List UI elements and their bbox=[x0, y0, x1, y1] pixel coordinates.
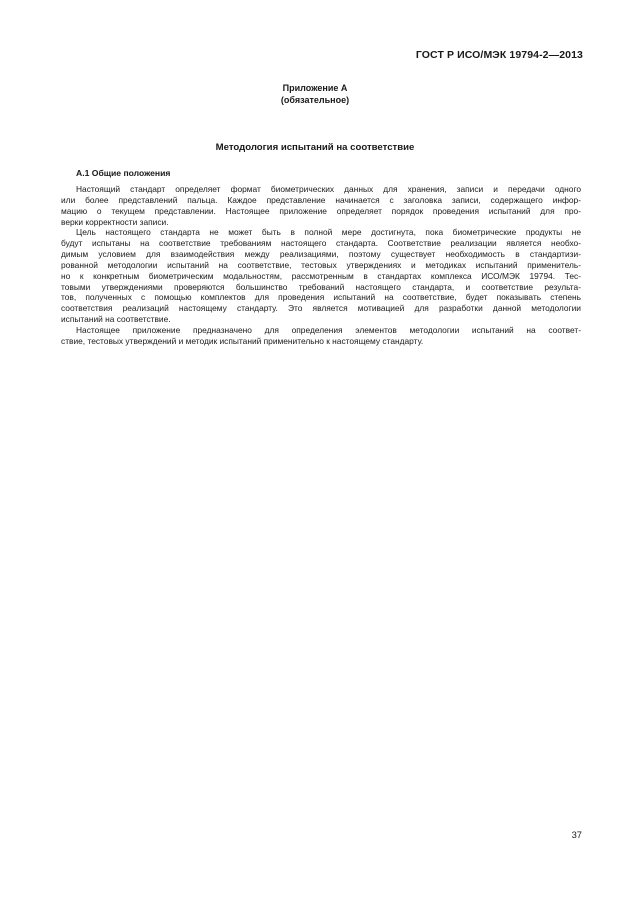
annex-label: Приложение А bbox=[282, 83, 348, 93]
text-line: мацию о текущем представлении. Настоящее приложение определяет порядок проведения испытаний для про- bbox=[61, 205, 581, 216]
text-line: ствие, тестовых утверждений и методик испытаний применительно к настоящему стандарту. bbox=[61, 335, 424, 346]
text-line: или более представлений пальца. Каждое представление начинается с заголовка записи, содержащего инфор- bbox=[61, 194, 581, 205]
text-line: Настоящий стандарт определяет формат биометрических данных для хранения, записи и передачи одного bbox=[76, 184, 581, 194]
paragraph-1 bbox=[61, 184, 581, 227]
text-line: но к конкретным биометрическим модальностям, рассмотренным в стандартах комплекса ИСО/МЭК 19794. Тес- bbox=[61, 270, 581, 281]
text-line: соответствия реализаций настоящему стандарту. Это является мотивацией для разработки данной методологии bbox=[61, 303, 581, 314]
paragraph-3 bbox=[61, 325, 581, 347]
text-line: товыми утверждениями проверяются большинство требований настоящего стандарта, и соответствие результа- bbox=[61, 281, 581, 292]
document-header: ГОСТ Р ИСО/МЭК 19794-2—2013 bbox=[415, 49, 583, 61]
text-line: Цель настоящего стандарта не может быть в полной мере достигнута, пока биометрические продукты не bbox=[76, 227, 581, 238]
text-line: верки корректности записи. bbox=[61, 216, 169, 227]
body-text bbox=[61, 184, 581, 347]
text-line: испытаний на соответствие. bbox=[61, 314, 171, 325]
section-heading: А.1 Общие положения bbox=[76, 168, 171, 178]
annex-status: (обязательное) bbox=[280, 95, 350, 105]
paragraph-2 bbox=[61, 227, 581, 325]
text-line: тов, полученных с помощью комплектов для проведения испытаний на соответствие, будет показывать степень bbox=[61, 292, 581, 303]
text-line: димым условием для взаимодействия между реализациями, поэтому существует необходимость в стандартизи- bbox=[61, 249, 581, 260]
text-line: рованной методологии испытаний на соответствие, тестовых утверждениях и методиках испытаний применитель- bbox=[61, 259, 581, 270]
annex-title: Методология испытаний на соответствие bbox=[215, 142, 415, 153]
text-line: будут испытаны на соответствие требованиям настоящего стандарта. Соответствие реализации является необхо- bbox=[61, 238, 581, 249]
page-number: 37 bbox=[571, 829, 582, 840]
text-line: Настоящее приложение предназначено для определения элементов методологии испытаний на соответ- bbox=[76, 324, 581, 335]
